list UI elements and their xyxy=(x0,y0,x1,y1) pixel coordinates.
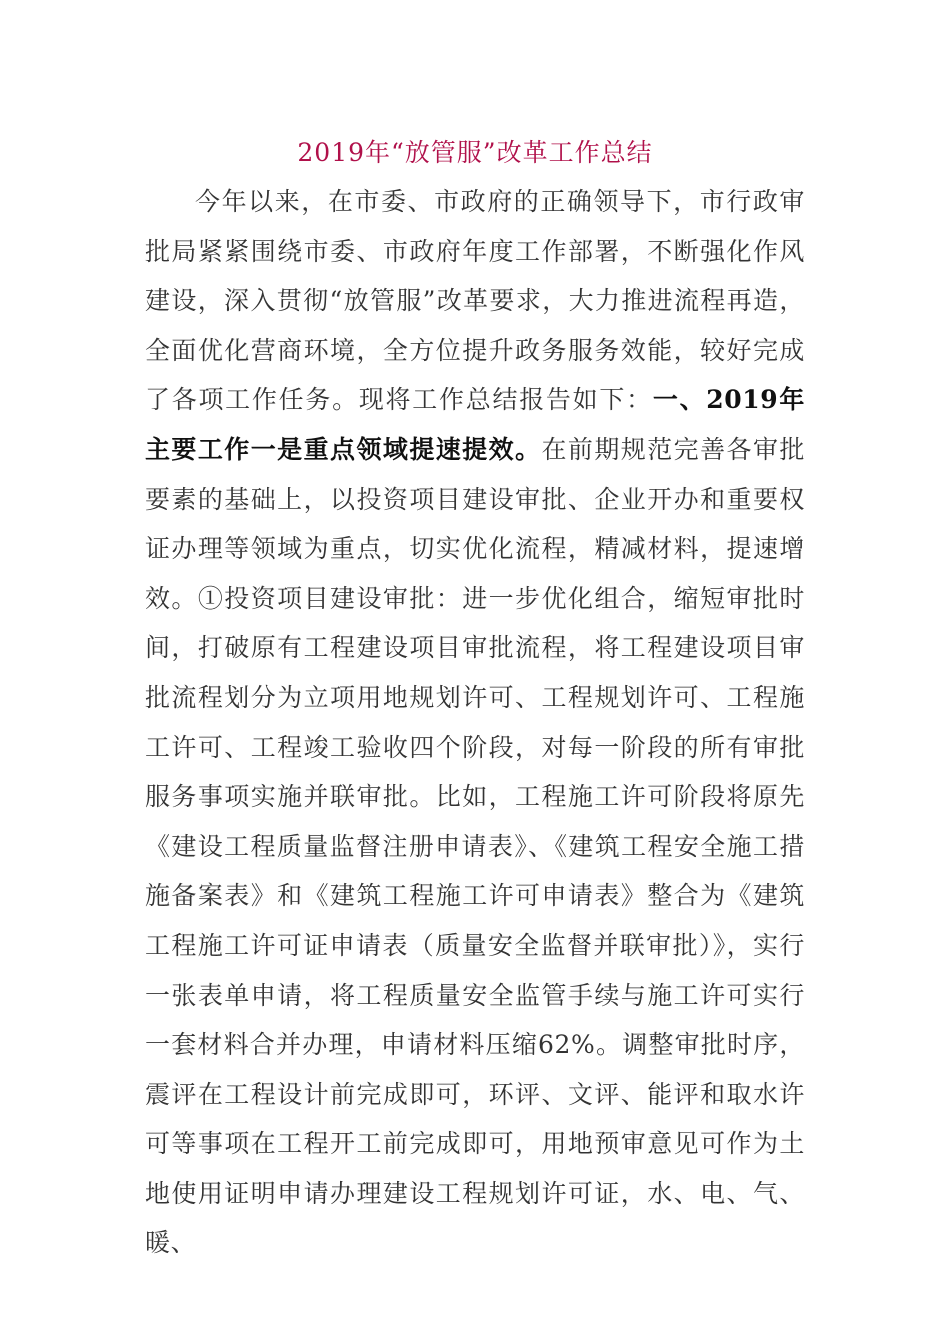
body-paragraph xyxy=(145,177,805,1268)
paragraph-body: 在前期规范完善各审批要素的基础上，以投资项目建设审批、企业开办和重要权证办理等领域为重点，切实优化流程，精减材料，提速增效。①投资项目建设审批：进一步优化组合，缩短审批时间，打破原有工程建设项目审批流程，将工程建设项目审批流程划分为立项用地规划许可、工程规划许可、工程施工许可、工程竣工验收四个阶段，对每一阶段的所有审批服务事项实施并联审批。比如，工程施工许可阶段将原先《建设工程质量监督注册申请表》、《建筑工程安全施工措施备案表》和《建筑工程施工许可申请表》整合为《建筑工程施工许可证申请表（质量安全监督并联审批）》，实行一张表单申请，将工程质量安全监管手续与施工许可实行一套材料合并办理，申请材料压缩62%。调整审批时序，震评在工程设计前完成即可，环评、文评、能评和取水许可等事项在工程开工前完成即可，用地预审意见可作为土地使用证明申请办理建设工程规划许可证，水、电、气、暖、 xyxy=(145,434,805,1258)
paragraph-intro: 今年以来，在市委、市政府的正确领导下，市行政审批局紧紧围绕市委、市政府年度工作部署，不断强化作风建设，深入贯彻“放管服”改革要求，大力推进流程再造，全面优化营商环境，全方位提升政务服务效能，较好完成了各项工作任务。现将工作总结报告如下： xyxy=(145,187,805,415)
document-title: 2019年“放管服”改革工作总结 xyxy=(297,138,653,167)
section-heading: 一、2019年主要工作一是重点领域提速提效。 xyxy=(145,385,806,464)
